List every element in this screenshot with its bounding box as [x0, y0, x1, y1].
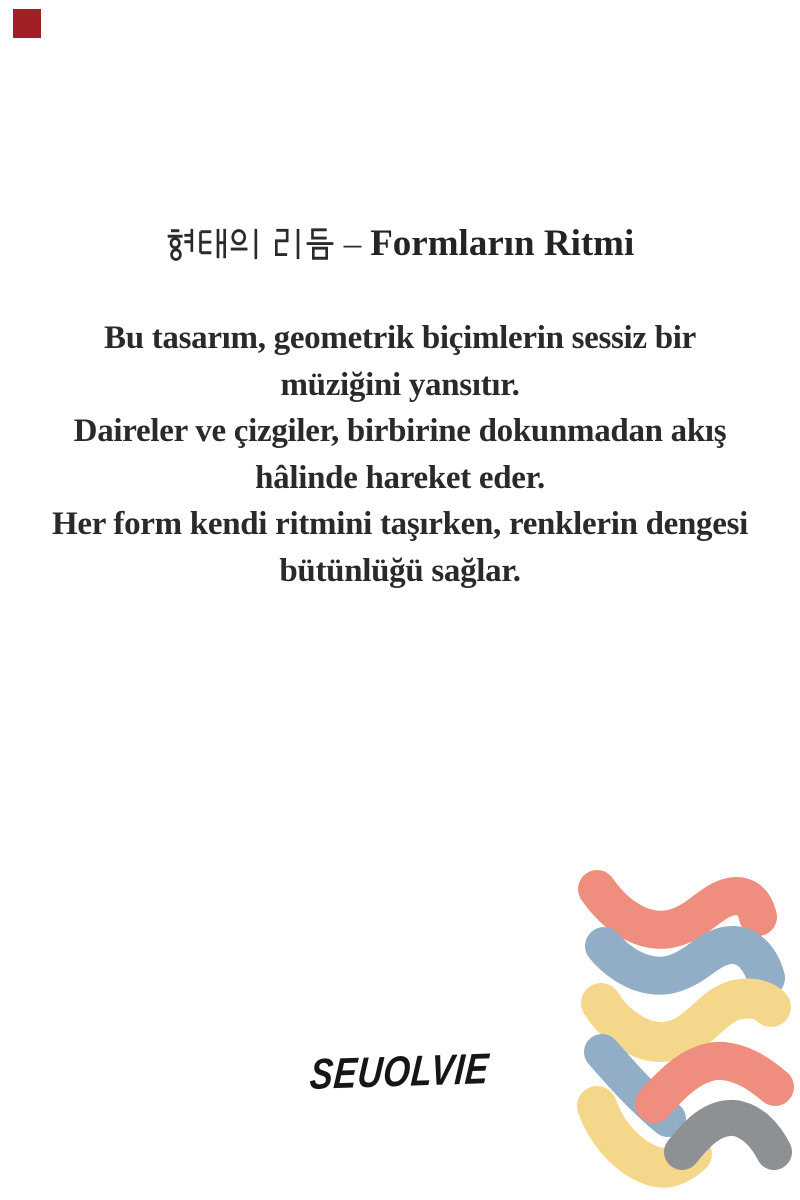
hangul-ui: [230, 228, 260, 261]
poem-line-2: müziğini yansıtır.: [280, 366, 520, 403]
hangul-tae: [198, 228, 228, 261]
poem-line-5: Her form kendi ritmini taşırken, renklerin dengesi: [52, 506, 748, 542]
poem-text: [0, 315, 800, 594]
brand-logo-text: SEUOLVIE: [308, 1045, 492, 1099]
title-latin: Formların Ritmi: [370, 223, 635, 264]
wave-5-yellow: [597, 1106, 692, 1168]
hangul-hyeong: [166, 228, 196, 261]
hangul-deum: [305, 228, 335, 261]
wave-2-blue: [604, 945, 766, 978]
poem-line-3: Daireler ve çizgiler, birbirine dokunmadan akış: [73, 413, 727, 449]
page-title: [0, 222, 800, 266]
hangul-ri: [273, 228, 303, 261]
brand-logo: [0, 1045, 800, 1099]
wave-3-yellow: [601, 998, 771, 1042]
wave-1-salmon: [597, 889, 758, 930]
poem-line-4: hâlinde hareket eder.: [255, 459, 545, 496]
poem-line-6: bütünlüğü sağlar.: [279, 552, 521, 589]
wave-5-gray: [682, 1118, 774, 1152]
title-korean: [166, 228, 335, 261]
accent-square: [13, 9, 41, 38]
title-separator: –: [343, 224, 362, 263]
poem-line-1: Bu tasarım, geometrik biçimlerin sessiz bir: [103, 320, 696, 356]
